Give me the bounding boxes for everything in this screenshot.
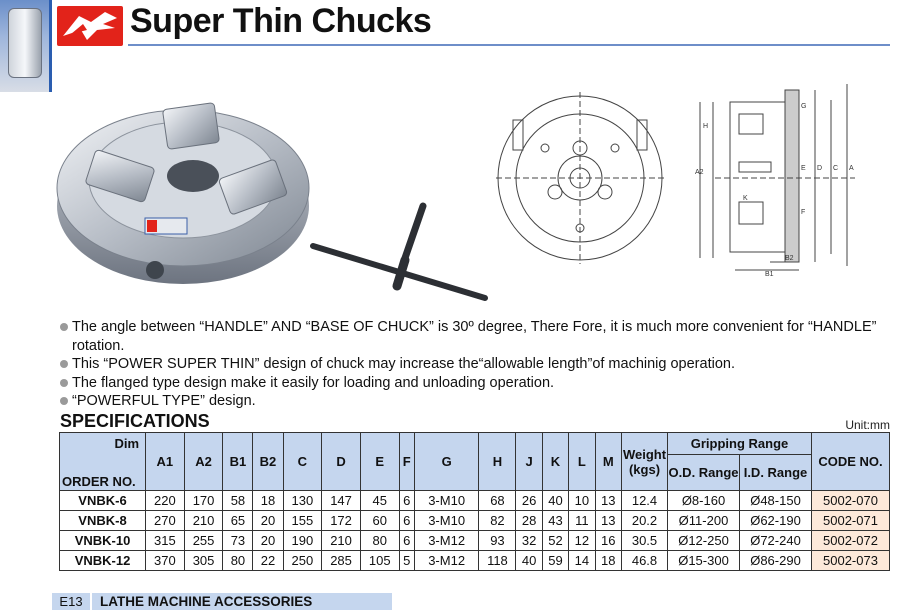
od-range-cell: Ø11-200 [668,511,740,531]
section-label: LATHE MACHINE ACCESSORIES [92,593,392,610]
col-header: F [399,433,414,491]
dimension-cell: 315 [146,531,185,551]
od-range-cell: Ø12-250 [668,531,740,551]
dimension-cell: 370 [146,551,185,571]
dimension-cell: 11 [569,511,595,531]
table-row [60,531,890,551]
dimension-cell: 32 [516,531,542,551]
col-header: K [542,433,568,491]
order-number-cell: VNBK-8 [60,511,146,531]
id-range-cell: Ø48-150 [740,491,812,511]
dimension-cell: 3-M12 [414,531,479,551]
dim-label-e: E [801,165,806,172]
col-header: H [479,433,516,491]
dimension-cell: 52 [542,531,568,551]
dimension-cell: 147 [322,491,361,511]
table-row [60,511,890,531]
id-range-cell: Ø62-190 [740,511,812,531]
page-title: Super Thin Chucks [130,2,432,40]
code-number-cell: 5002-071 [812,511,890,531]
dimension-cell: 13 [595,511,621,531]
dim-label: Dim [114,436,139,451]
dim-label-a2: A2 [695,169,704,176]
dimension-cell: 58 [223,491,253,511]
col-header: A1 [146,433,185,491]
dimension-cell: 6 [399,511,414,531]
od-range-cell: Ø8-160 [668,491,740,511]
dim-label-g: G [801,103,807,110]
dimension-cell: 45 [360,491,399,511]
id-range-cell: Ø86-290 [740,551,812,571]
col-header: C [283,433,322,491]
dimension-cell: 59 [542,551,568,571]
order-label: ORDER NO. [62,474,136,489]
dimension-cell: 14 [569,551,595,571]
dimension-cell: 250 [283,551,322,571]
chuck-photo [55,48,495,310]
dimension-cell: 270 [146,511,185,531]
weight-cell: 30.5 [622,531,668,551]
feature-item: The angle between “HANDLE” AND “BASE OF CHUCK” is 30º degree, There Fore, it is much more convenient for “HANDLE” rotation. [60,318,880,355]
order-number-cell: VNBK-12 [60,551,146,571]
dimension-cell: 3-M10 [414,511,479,531]
weight-cell: 20.2 [622,511,668,531]
corner-product-photo [0,0,52,92]
technical-drawing [495,78,895,278]
dim-label-f: F [801,209,806,216]
dimension-cell: 80 [223,551,253,571]
col-header: M [595,433,621,491]
dimension-cell: 18 [595,551,621,571]
col-header: A2 [184,433,223,491]
dim-label-c: C [833,165,839,172]
dimension-cell: 5 [399,551,414,571]
dimension-cell: 190 [283,531,322,551]
dimension-cell: 40 [516,551,542,571]
specifications-heading: SPECIFICATIONS [60,411,210,431]
col-header: L [569,433,595,491]
dimension-cell: 22 [253,551,283,571]
col-header: J [516,433,542,491]
dimension-cell: 65 [223,511,253,531]
dimension-cell: 68 [479,491,516,511]
feature-item: The flanged type design make it easily for loading and unloading operation. [60,374,880,393]
dimension-cell: 82 [479,511,516,531]
dimension-cell: 13 [595,491,621,511]
dimension-cell: 28 [516,511,542,531]
dim-label-k: K [743,195,748,202]
dimension-cell: 12 [569,531,595,551]
dimension-cell: 105 [360,551,399,571]
col-header: E [360,433,399,491]
weight-cell: 46.8 [622,551,668,571]
dimension-cell: 285 [322,551,361,571]
col-header: G [414,433,479,491]
id-range-header: I.D. Range [740,455,812,491]
dimension-cell: 40 [542,491,568,511]
eagle-logo-icon [57,6,123,46]
dimension-cell: 6 [399,531,414,551]
dim-label-a: A [849,165,854,172]
col-header: D [322,433,361,491]
gripping-range-header: Gripping Range [668,433,812,455]
order-number-cell: VNBK-10 [60,531,146,551]
unit-label: Unit:mm [845,418,890,432]
code-number-cell: 5002-072 [812,531,890,551]
page-number: E13 [52,593,90,610]
dimension-cell: 155 [283,511,322,531]
dim-label-d: D [817,165,823,172]
col-header: B2 [253,433,283,491]
code-header: CODE NO. [812,433,890,491]
table-row [60,491,890,511]
dimension-cell: 20 [253,531,283,551]
dim-order-header [60,433,146,491]
order-number-cell: VNBK-6 [60,491,146,511]
dimension-cell: 80 [360,531,399,551]
id-range-cell: Ø72-240 [740,531,812,551]
dimension-cell: 43 [542,511,568,531]
feature-list [60,318,880,411]
code-number-cell: 5002-070 [812,491,890,511]
dimension-cell: 255 [184,531,223,551]
weight-header: Weight (kgs) [622,433,668,491]
dimension-cell: 16 [595,531,621,551]
dimension-cell: 20 [253,511,283,531]
dimension-cell: 210 [322,531,361,551]
dimension-cell: 172 [322,511,361,531]
feature-item: “POWERFUL TYPE” design. [60,392,880,411]
dimension-cell: 210 [184,511,223,531]
specifications-table [59,432,890,571]
dimension-cell: 93 [479,531,516,551]
dim-label-b2: B2 [785,255,794,262]
weight-cell: 12.4 [622,491,668,511]
code-number-cell: 5002-073 [812,551,890,571]
col-header: B1 [223,433,253,491]
dimension-cell: 26 [516,491,542,511]
table-row [60,551,890,571]
dimension-cell: 10 [569,491,595,511]
dimension-cell: 60 [360,511,399,531]
brand-logo [57,6,123,46]
dim-label-h: H [703,123,709,130]
od-range-header: O.D. Range [668,455,740,491]
dimension-cell: 3-M12 [414,551,479,571]
od-range-cell: Ø15-300 [668,551,740,571]
dimension-cell: 220 [146,491,185,511]
feature-item: This “POWER SUPER THIN” design of chuck may increase the“allowable length”of machinig operation. [60,355,880,374]
dimension-cell: 18 [253,491,283,511]
dimension-cell: 170 [184,491,223,511]
dim-label-b1: B1 [765,271,774,278]
title-rule [128,44,890,46]
dimension-cell: 305 [184,551,223,571]
dimension-cell: 3-M10 [414,491,479,511]
dimension-cell: 118 [479,551,516,571]
dimension-cell: 130 [283,491,322,511]
dimension-cell: 6 [399,491,414,511]
dimension-cell: 73 [223,531,253,551]
